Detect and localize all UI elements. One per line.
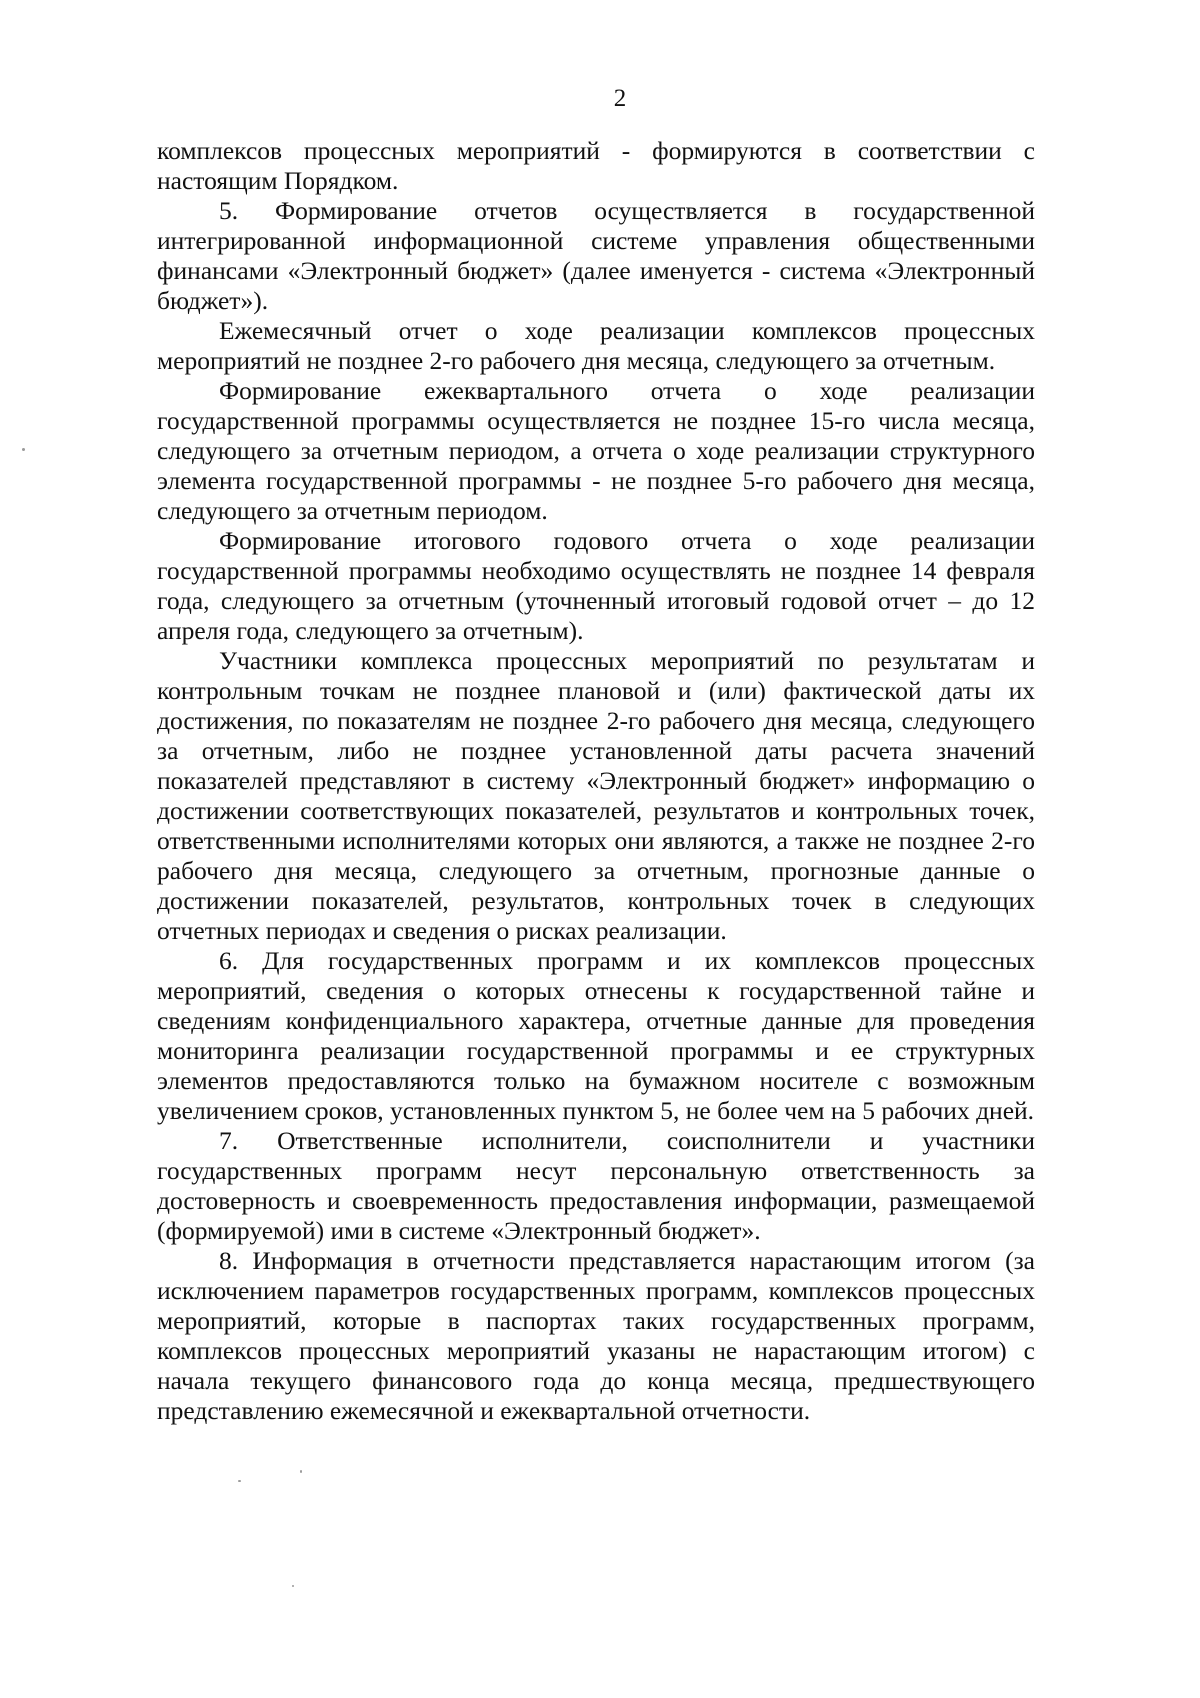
paragraph-item-5: 5. Формирование отчетов осуществляется в государственной интегрированной информационной системе управления общественными финансами «Электронный бюджет» (далее именуется - система «Электронный бюджет»). bbox=[157, 196, 1035, 315]
scan-speck bbox=[292, 1585, 294, 1587]
scan-speck bbox=[22, 448, 25, 451]
page-number: 2 bbox=[613, 85, 627, 112]
scan-speck bbox=[238, 1480, 241, 1482]
scan-speck bbox=[300, 1470, 302, 1473]
document-body bbox=[157, 136, 1035, 1426]
paragraph-monthly-report: Ежемесячный отчет о ходе реализации комплексов процессных мероприятий не позднее 2-го рабочего дня месяца, следующего за отчетным. bbox=[157, 316, 1035, 375]
paragraph-annual-report: Формирование итогового годового отчета о ходе реализации государственной программы необходимо осуществлять не позднее 14 февраля года, следующего за отчетным (уточненный итоговый годовой отчет – до 12 апреля года, следующего за отчетным). bbox=[157, 526, 1035, 645]
paragraph-quarterly-report: Формирование ежеквартального отчета о ходе реализации государственной программы осуществляется не позднее 15-го числа месяца, следующего за отчетным периодом, а отчета о ходе реализации структурного элемента государственной программы - не позднее 5-го рабочего дня месяца, следующего за отчетным периодом. bbox=[157, 376, 1035, 525]
paragraph-participants: Участники комплекса процессных мероприятий по результатам и контрольным точкам не позднее плановой и (или) фактической даты их достижения, по показателям не позднее 2-го рабочего дня месяца, следующего за отчетным, либо не позднее установленной даты расчета значений показателей представляют в систему «Электронный бюджет» информацию о достижении соответствующих показателей, результатов и контрольных точек, ответственными исполнителями которых они являются, а также не позднее 2-го рабочего дня месяца, следующего за отчетным, прогнозные данные о достижении показателей, результатов, контрольных точек в следующих отчетных периодах и сведения о рисках реализации. bbox=[157, 646, 1035, 945]
paragraph-continuation: комплексов процессных мероприятий - формируются в соответствии с настоящим Порядком. bbox=[157, 136, 1035, 195]
paragraph-item-8: 8. Информация в отчетности представляется нарастающим итогом (за исключением параметров государственных программ, комплексов процессных мероприятий, которые в паспортах таких государственных программ, комплексов процессных мероприятий указаны не нарастающим итогом) с начала текущего финансового года до конца месяца, предшествующего представлению ежемесячной и ежеквартальной отчетности. bbox=[157, 1246, 1035, 1425]
paragraph-item-6: 6. Для государственных программ и их комплексов процессных мероприятий, сведения о которых отнесены к государственной тайне и сведениям конфиденциального характера, отчетные данные для проведения мониторинга реализации государственной программы и ее структурных элементов предоставляются только на бумажном носителе с возможным увеличением сроков, установленных пунктом 5, не более чем на 5 рабочих дней. bbox=[157, 946, 1035, 1125]
paragraph-item-7: 7. Ответственные исполнители, соисполнители и участники государственных программ несут персональную ответственность за достоверность и своевременность предоставления информации, размещаемой (формируемой) ими в системе «Электронный бюджет». bbox=[157, 1126, 1035, 1245]
